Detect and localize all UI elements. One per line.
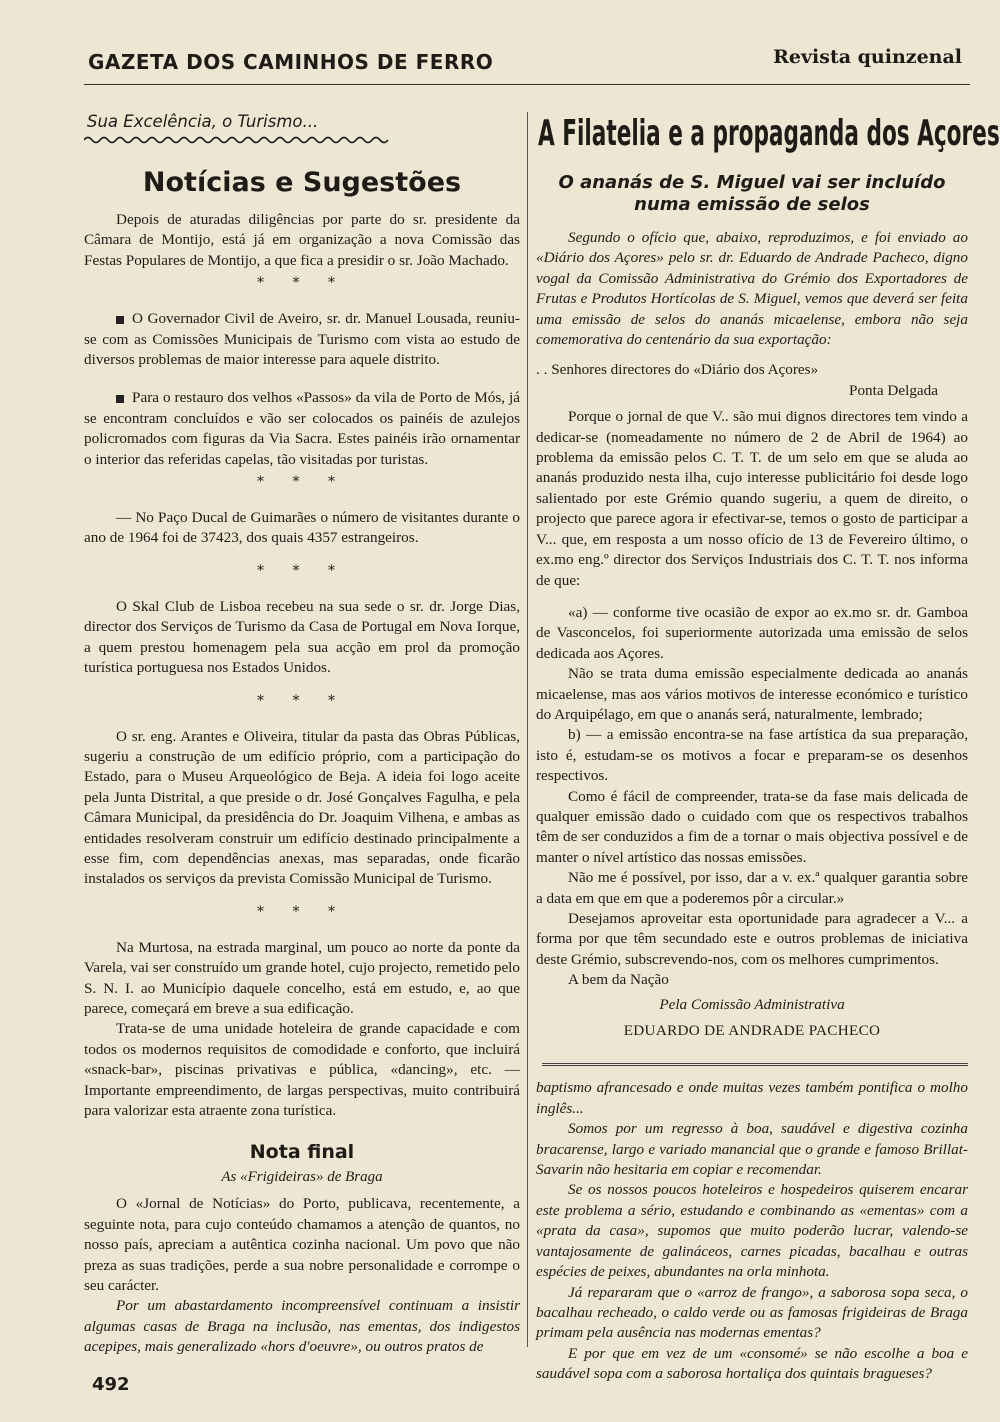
paragraph: b) — a emissão encontra-se na fase artística da sua preparação, isto é, estudam-se os motivos a focar e preparam-se os desenhos respectivos. [536,726,968,785]
paragraph: baptismo afrancesado e onde muitas vezes também pontifica o molho inglês... [536,1079,968,1117]
paragraph: O sr. eng. Arantes e Oliveira, titular da pasta das Obras Públicas, sugeriu a construção de um edifício próprio, com a participação do Estado, para o Museu Arqueológico de Beja. A ideia foi logo aceite pela Junta Distrital, a que preside o dr. José Gonçalves Fagulha, e pela Câmara Municipal, da presidência do Dr. Joaquim Vilhena, e ambas as entidades resolveram construir um edifício destinado principalmente a esse fim, com dependências anexas, mas separadas, onde ficarão instalados os serviços da prevista Comissão Municipal de Turismo. [84,727,520,888]
continuation-rule [542,1063,968,1066]
publication-frequency: Revista quinzenal [773,46,962,68]
page-number: 492 [92,1374,130,1395]
paragraph: Não me é possível, por isso, dar a v. ex.ª qualquer garantia sobre a data em que em que a poderemos pôr a circular.» [536,869,968,907]
signature-line: Pela Comissão Administrativa [659,995,845,1013]
section-separator: * * * [257,692,347,709]
section-separator: * * * [257,562,347,579]
paragraph: Porque o jornal de que V.. são mui dignos directores tem vindo a dedicar-se (nomeadamente no número de 2 de Abril de 1964) ao problema da emissão pelos C. T. T. de um selo em que se aluda ao ananás produzido nesta ilha, cujo interesse publicitário foi desde logo salientado por este Grémio quando sugeriu, a quem de direito, o projecto que parece agora ir efectivar-se, temos o gosto de participar a V... que, em resposta a um nosso ofício de 13 de Fevereiro último, o ex.mo eng.º director dos Serviços Industriais dos C. T. T. nos informa de que: [536,408,968,589]
nota-subtitle: As «Frigideiras» de Braga [221,1169,383,1186]
paragraph: O Governador Civil de Aveiro, sr. dr. Manuel Lousada, reuniu-se com as Comissões Municipais de Turismo com vista ao estudo de diversos problemas de maior interesse para aquele distrito. [84,310,520,369]
column-divider [527,112,528,1347]
article-title: Notícias e Sugestões [142,167,462,198]
header-rule [84,84,970,85]
paragraph: Depois de aturadas diligências por parte do sr. presidente da Câmara de Montijo, está já em organização a nova Comissão das Festas Populares de Montijo, a que fica a presidir o sr. João Machado. [84,211,520,269]
paragraph: A bem da Nação [568,971,669,989]
paragraph: — No Paço Ducal de Guimarães o número de visitantes durante o ano de 1964 foi de 37423, dos quais 4357 estrangeiros. [84,509,520,547]
paragraph: Não se trata duma emissão especialmente dedicada ao ananás micaelense, mas aos vários motivos de interesse económico e turístico do Arquipélago, em que o ananás será, naturalmente, lembrado; [536,665,968,723]
section-kicker: Sua Excelência, o Turismo... [87,112,319,131]
paragraph: Como é fácil de compreender, trata-se da fase mais delicada de qualquer emissão dado o cuidado com que os respectivos trabalhos têm de ser conduzidos a fim de a tornar o mais objectiva possível e de manter o nível artístico das nossas emissões. [536,787,968,866]
lead-paragraph: Segundo o ofício que, abaixo, reproduzimos, e foi enviado ao «Diário dos Açores» pelo sr. dr. Eduardo de Andrade Pacheco, digno vogal da Comissão Administrativa do Grémio dos Exportadores de Frutas e Produtos Hortícolas de S. Miguel, vemos que deverá ser feita uma emissão de selos do ananás micaelense, embora não seja comemorativa do centenário da sua exportação: [536,229,968,349]
square-bullet-icon [116,316,124,324]
section-separator: * * * [257,474,347,491]
paragraph: O Skal Club de Lisboa recebeu na sua sede o sr. dr. Jorge Dias, director dos Serviços de Turismo da Casa de Portugal em Nova Iorque, a quem prestou homenagem pela sua acção em prol da promoção turística portuguesa nos Estados Unidos. [84,597,520,677]
paragraph: Desejamos aproveitar esta oportunidade para agradecer a V... a forma por que têm secundado este e outros problemas de iniciativa deste Grémio, subscrevendo-nos, com os melhores cumprimentos. [536,910,968,968]
wavy-rule-ornament [84,135,394,145]
square-bullet-icon [116,395,124,403]
paragraph: Trata-se de uma unidade hoteleira de grande capacidade e com todos os modernos requisitos de comodidade e conforto, que incluirá «snack-bar», piscinas privativas e pública, «dancing», etc. — Importante empreendimento, de largas perspectivas, muito contribuirá para valorizar esta atraente zona turística. [84,1020,520,1119]
left-column [84,112,520,1358]
signature-name: EDUARDO DE ANDRADE PACHECO [623,1022,881,1040]
letter-place: Ponta Delgada [849,381,938,399]
paragraph: «a) — conforme tive ocasião de expor ao ex.mo sr. dr. Gamboa de Vasconcelos, foi superiormente autorizada uma emissão de selos dedicada aos Açores. [536,603,968,662]
article-subtitle: O ananás de S. Miguel vai ser incluído numa emissão de selos [558,172,946,215]
section-separator: * * * [257,275,347,292]
paragraph: E por que em vez de um «consomé» se não escolhe a boa e saudável sopa com a saborosa hortaliça dos quintais bragueses? [536,1344,968,1383]
paragraph: Se os nossos poucos hoteleiros e hospedeiros quiserem encarar este problema a sério, estudando e combinando as «ementas» com a «prata da casa», supomos que muito poderão lucrar, valendo-se vantajosamente de galináceos, carnes picadas, bacalhau e outras espécies de peixes, abundantes na orla minhota. [536,1181,968,1281]
paragraph: Para o restauro dos velhos «Passos» da vila de Porto de Mós, já se encontram concluídos e vão ser colocados os painéis de azulejos policromados com figuras da Via Sacra. Estes painéis irão ornamentar o interior das referidas capelas, tão visitadas por turistas. [84,389,520,468]
nota-title: Nota final [249,1141,355,1164]
section-separator: * * * [257,903,347,920]
article-title: A Filatelia e a propaganda dos Açores [538,113,1000,154]
paragraph: O «Jornal de Notícias» do Porto, publicava, recentemente, a seguinte nota, para cujo conteúdo chamamos a atenção de quantos, no nosso país, apreciam a autêntica cozinha nacional. Um povo que não preza as suas tradições, perde a sua nobre personalidade e corrompe o seu carácter. [84,1195,520,1295]
right-column [536,112,1000,1385]
paragraph: Na Murtosa, na estrada marginal, um pouco ao norte da ponte da Varela, vai ser construído um grande hotel, cujo projecto, remetido pelo S. N. I. ao Município daquele concelho, está em estudo, e, ao que parece, começará em breve a sua edificação. [84,938,520,1017]
paragraph: Somos por um regresso à boa, saudável e digestiva cozinha bracarense, largo e variado manancial que o grande e famoso Brillat-Savarin não hesitaria em copiar e recomendar. [536,1120,968,1179]
paragraph: Já repararam que o «arroz de frango», a saborosa sopa seca, o bacalhau recheado, o caldo verde ou as famosas frigideiras de Braga primam pela ausência nas modernas ementas? [536,1283,968,1342]
letter-salutation: . . Senhores directores do «Diário dos Açores» [536,361,819,379]
publication-title: GAZETA DOS CAMINHOS DE FERRO [88,50,494,74]
paragraph: Por um abastardamento incompreensível continuam a insistir algumas casas de Braga na inclusão, nas ementas, dos indigestos acepipes, mais generalizado «hors d'oeuvre», ou outros pratos de [84,1297,520,1356]
